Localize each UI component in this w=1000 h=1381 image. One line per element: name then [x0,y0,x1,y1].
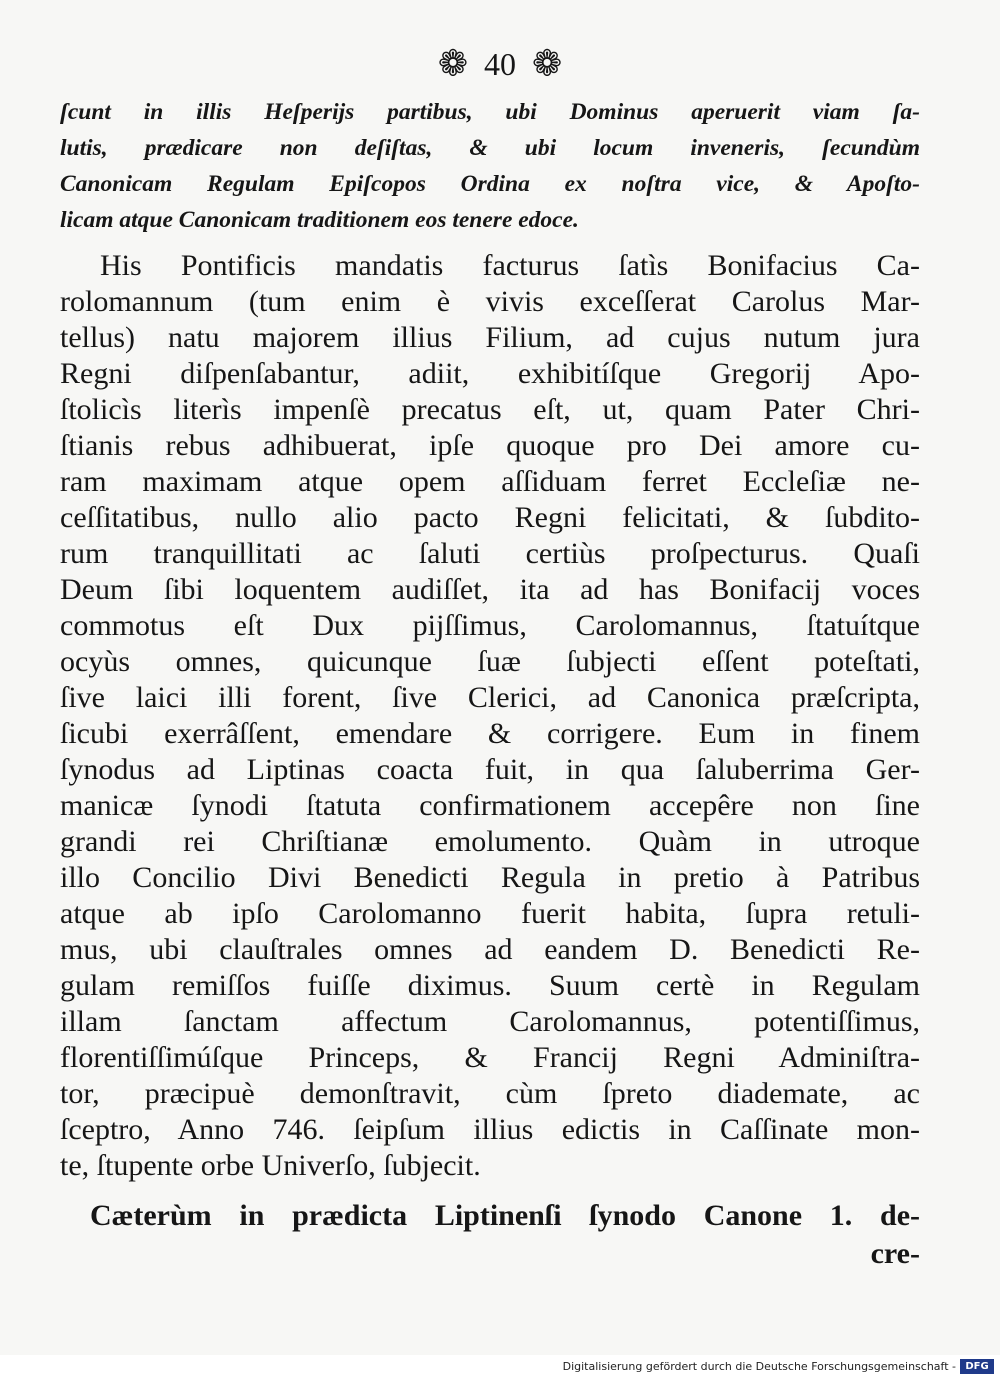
body-line: Deum ſibi loquentem audiſſet, ita ad has Bonifacij voces [60,573,920,606]
body-line: ocyùs omnes, quicunque ſuæ ſubjecti eſſent poteſtati, [60,645,920,678]
body-line: ſynodus ad Liptinas coacta fuit, in qua ſaluberrima Ger- [60,753,920,786]
ornament-left-icon: ❁ [437,43,468,84]
body-line: ſtolicìs literìs impenſè precatus eſt, ut, quam Pater Chri- [60,393,920,426]
body-line: rolomannum (tum enim è vivis exceſſerat Carolus Mar- [60,285,920,318]
digitization-footer [0,1355,1000,1381]
body-line: gulam remiſſos fuiſſe diximus. Suum certè in Regulam [60,969,920,1002]
body-line: mus, ubi clauſtrales omnes ad eandem D. Benedicti Re- [60,933,920,966]
body-line: te, ſtupente orbe Univerſo, ſubjecit. [60,1149,481,1182]
body-line: florentiſſimúſque Princeps, & Francij Regni Adminiſtra- [60,1041,920,1074]
body-line: commotus eſt Dux pijſſimus, Carolomannus, ſtatuítque [60,609,920,642]
body-line: His Pontificis mandatis facturus ſatìs Bonifacius Ca- [100,249,920,282]
body-line: atque ab ipſo Carolomanno fuerit habita, ſupra retuli- [60,897,920,930]
body-line: ram maximam atque opem aſſiduam ferret Eccleſiæ ne- [60,465,920,498]
page-number: 40 [484,45,516,82]
body-line: manicæ ſynodi ſtatuta confirmationem accepêre non ſine [60,789,920,822]
funding-credit: Digitalisierung gefördert durch die Deutsche Forschungsgemeinschaft - [562,1360,956,1373]
italic-quote-line: licam atque Canonicam traditionem eos tenere edoce. [60,207,579,233]
dfg-logo-icon: DFG [960,1359,994,1374]
body-line: illo Concilio Divi Benedicti Regula in pretio à Patribus [60,861,920,894]
italic-quote-line: Canonicam Regulam Epiſcopos Ordina ex noſtra vice, & Apoſto- [60,171,920,197]
body-line: rum tranquillitati ac ſaluti certiùs proſpecturus. Quaſi [60,537,920,570]
body-line: tor, præcipuè demonſtravit, cùm ſpreto diademate, ac [60,1077,920,1110]
body-line: Regni diſpenſabantur, adiit, exhibitíſque Gregorij Apo- [60,357,920,390]
catchword: cre- [870,1237,920,1270]
body-line: ſtianis rebus adhibuerat, ipſe quoque pro Dei amore cu- [60,429,920,462]
body-line: ceſſitatibus, nullo alio pacto Regni felicitati, & ſubdito- [60,501,920,534]
body-line: ſceptro, Anno 746. ſeipſum illius edictis in Caſſinate mon- [60,1113,920,1146]
body-line: ſicubi exerrâſſent, emendare & corrigere. Eum in finem [60,717,920,750]
page-header [0,40,1000,84]
italic-quote-line: lutis, prædicare non deſiſtas, & ubi locum inveneris, ſecundùm [60,135,920,161]
body-line: tellus) natu majorem illius Filium, ad cujus nutum jura [60,321,920,354]
ornament-right-icon: ❁ [532,43,563,84]
body-line: ſive laici illi forent, ſive Clerici, ad Canonica præſcripta, [60,681,920,714]
final-body-line: Cæterùm in prædicta Liptinenſi ſynodo Canone 1. de- [90,1199,920,1232]
body-line: illam ſanctam affectum Carolomannus, potentiſſimus, [60,1005,920,1038]
body-line: grandi rei Chriſtianæ emolumento. Quàm in utroque [60,825,920,858]
italic-quote-line: ſcunt in illis Heſperijs partibus, ubi Dominus aperuerit viam ſa- [60,99,920,125]
